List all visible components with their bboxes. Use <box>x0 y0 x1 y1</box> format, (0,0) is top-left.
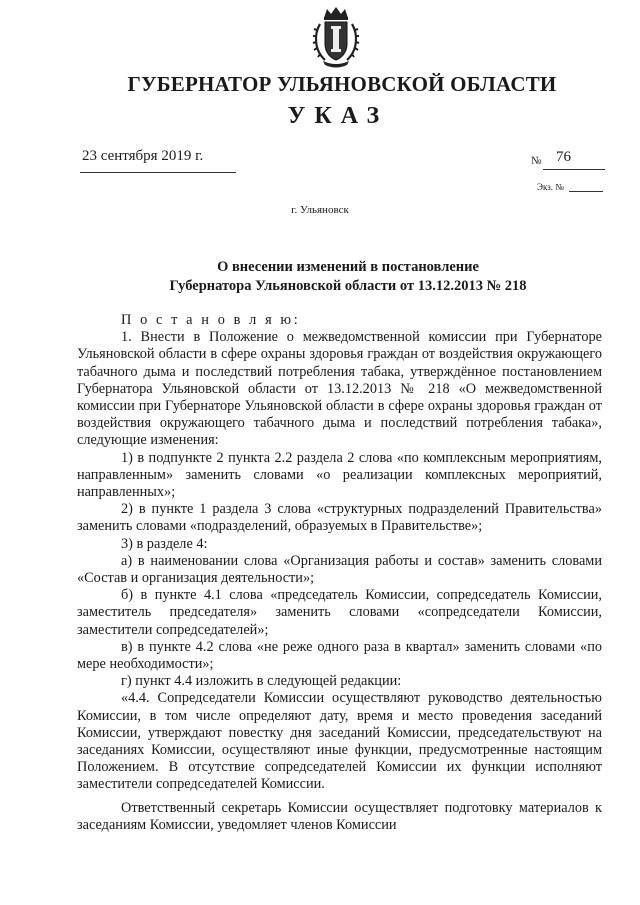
paragraph: 1) в подпункте 2 пункта 2.2 раздела 2 слова «по комплексным мероприятиям, направленным» заменить словами «о реализации комплексных мероприятий, направленных»; <box>77 449 602 501</box>
paragraph: «4.4. Сопредседатели Комиссии осуществляют руководство деятельностью Комиссии, в том числе определяют дату, время и место проведения заседаний Комиссии, утверждают повестку дня заседаний Комиссии, председательствуют на заседаниях Комиссии, осуществляют иные функции, предусмотренные настоящим Положением. В отсутствие сопредседателей Комиссии их функции исполняют заместители сопредседателей Комиссии. <box>77 690 602 793</box>
decree-subject <box>0 258 640 296</box>
paragraph: 3) в разделе 4: <box>121 535 208 552</box>
date-underline <box>80 172 236 173</box>
paragraph: в) в пункте 4.2 слова «не реже одного раза в квартал» заменить словами «по мере необходимости»; <box>77 638 602 673</box>
resolve-heading: П о с т а н о в л я ю: <box>121 312 301 328</box>
number-underline <box>543 169 605 170</box>
paragraph: г) пункт 4.4 изложить в следующей редакции: <box>121 673 402 690</box>
subject-line-2: Губернатора Ульяновской области от 13.12.2013 № 218 <box>169 278 527 294</box>
ulyanovsk-coat-of-arms-icon <box>311 6 361 68</box>
paragraph: а) в наименовании слова «Организация работы и состав» заменить словами «Состав и организация деятельности»; <box>77 552 602 587</box>
paragraph: Ответственный секретарь Комиссии осуществляет подготовку материалов к заседаниям Комиссии, уведомляет членов Комиссии <box>77 799 602 833</box>
paragraph: б) в пункте 4.1 слова «председатель Комиссии, сопредседатель Комиссии, заместитель председателя» заменить словами «сопредседатели Комиссии, заместители сопредседателей»; <box>77 587 602 638</box>
decree-body <box>77 312 602 834</box>
decree-date: 23 сентября 2019 г. <box>82 148 204 164</box>
subject-line-1: О внесении изменений в постановление <box>217 259 479 275</box>
decree-title: УКАЗ <box>287 103 389 129</box>
decree-number: 76 <box>556 149 571 165</box>
paragraph: 2) в пункте 1 раздела 3 слова «структурных подразделений Правительства» заменить словами «подразделений, образуемых в Правительстве»; <box>77 501 602 535</box>
city: г. Ульяновск <box>291 204 349 216</box>
copy-number-label: Экз. № <box>537 182 564 192</box>
number-sign: № <box>531 155 542 167</box>
paragraph: 1. Внести в Положение о межведомственной комиссии при Губернаторе Ульяновской области в сфере охраны здоровья граждан от воздействия окружающего табачного дыма и последствий потребления табака, утверждённое постановлением Губернатора Ульяновской области от 13.12.2013 № 218 «О межведомственной комиссии при Губернаторе Ульяновской области в сфере охраны здоровья граждан от воздействия окружающего табачного дыма и последствий потребления табака», следующие изменения: <box>77 329 602 449</box>
copy-number-underline <box>569 191 603 192</box>
governor-title: ГУБЕРНАТОР УЛЬЯНОВСКОЙ ОБЛАСТИ <box>127 72 557 96</box>
